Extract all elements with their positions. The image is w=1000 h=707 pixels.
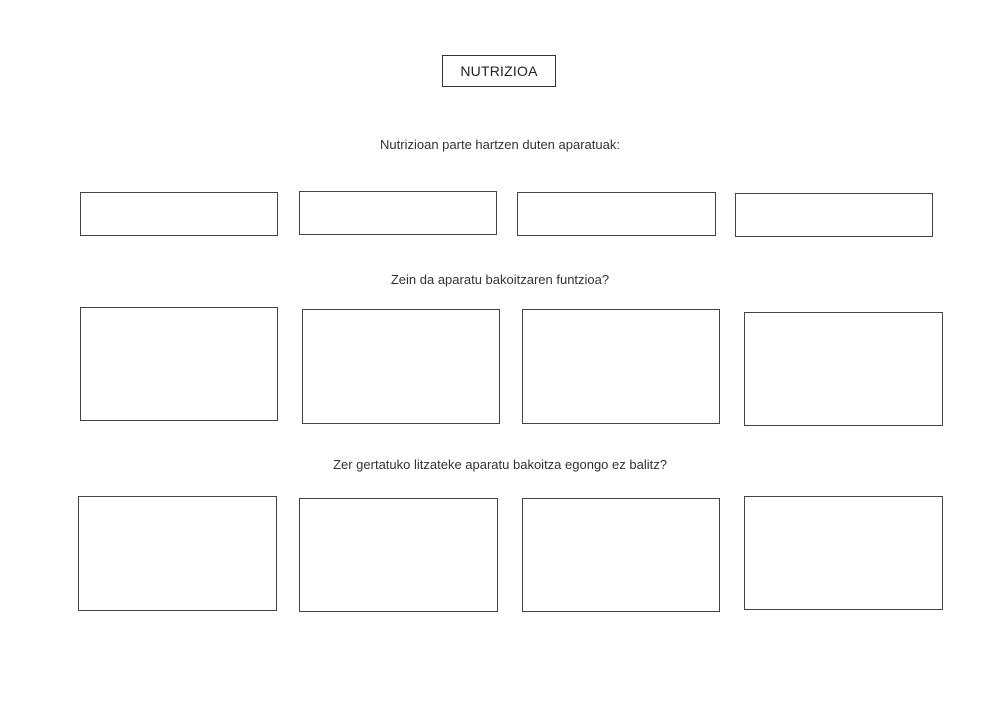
worksheet-title-text: NUTRIZIOA xyxy=(460,63,538,79)
answer-box-3-2[interactable] xyxy=(299,498,498,612)
answer-box-2-1[interactable] xyxy=(80,307,278,421)
worksheet-title xyxy=(442,55,556,87)
answer-box-3-3[interactable] xyxy=(522,498,720,612)
question-2: Zein da aparatu bakoitzaren funtzioa? xyxy=(390,272,610,287)
question-1: Nutrizioan parte hartzen duten aparatuak: xyxy=(380,137,620,152)
answer-box-1-1[interactable] xyxy=(80,192,278,236)
answer-box-3-4[interactable] xyxy=(744,496,943,610)
answer-box-2-3[interactable] xyxy=(522,309,720,424)
question-3: Zer gertatuko litzateke aparatu bakoitza egongo ez balitz? xyxy=(333,457,667,472)
answer-box-2-2[interactable] xyxy=(302,309,500,424)
answer-box-2-4[interactable] xyxy=(744,312,943,426)
answer-box-3-1[interactable] xyxy=(78,496,277,611)
answer-box-1-2[interactable] xyxy=(299,191,497,235)
answer-box-1-3[interactable] xyxy=(517,192,716,236)
answer-box-1-4[interactable] xyxy=(735,193,933,237)
